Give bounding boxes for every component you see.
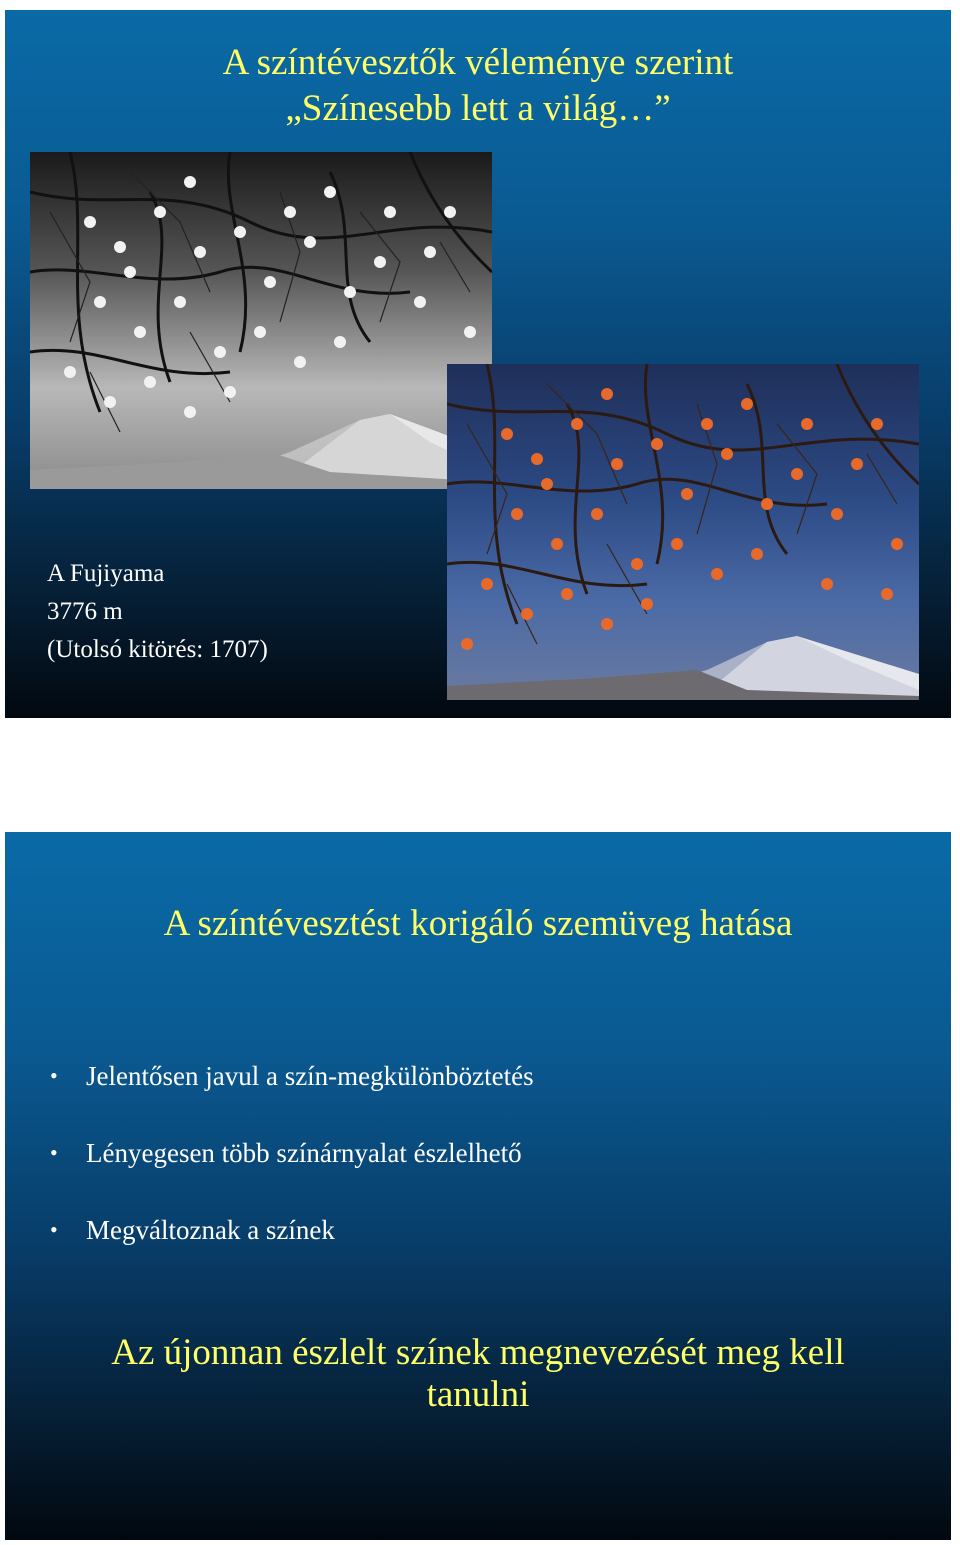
caption-line1: A Fujiyama: [47, 560, 165, 587]
bullet-text: Lényegesen több színárnyalat észlelhető: [86, 1138, 522, 1168]
bullet-dot-icon: •: [50, 1217, 58, 1242]
slide2-title: A színtévesztést korigáló szemüveg hatása: [163, 903, 793, 944]
slide2-footer-line1: Az újonnan észlelt színek megnevezését meg kell: [111, 1332, 845, 1373]
caption-line3: (Utolsó kitörés: 1707): [47, 636, 268, 663]
slide2-footer-line2: tanulni: [426, 1374, 530, 1415]
bullet-text: Megváltoznak a színek: [86, 1215, 335, 1245]
photo-fujiyama-color: [447, 364, 919, 700]
bullet-dot-icon: •: [50, 1063, 58, 1088]
slide1-title-line1: A színtévesztők véleménye szerint: [222, 42, 734, 83]
list-item: [50, 1060, 534, 1137]
slide1-title-line2: „Színesebb lett a világ…”: [285, 88, 671, 129]
photo-fujiyama-grayscale: [30, 152, 492, 489]
list-item: [50, 1137, 534, 1214]
slide1-title: [5, 40, 951, 132]
slide-corrective-glasses: [5, 832, 951, 1540]
bullet-list: [50, 1060, 534, 1291]
photo-caption: [47, 555, 268, 669]
caption-line2: 3776 m: [47, 598, 123, 625]
slide2-footer: [5, 1332, 951, 1416]
bullet-dot-icon: •: [50, 1140, 58, 1165]
list-item: [50, 1214, 534, 1291]
slide-fujiyama: [5, 10, 951, 718]
bullet-text: Jelentősen javul a szín-megkülönböztetés: [86, 1061, 534, 1091]
